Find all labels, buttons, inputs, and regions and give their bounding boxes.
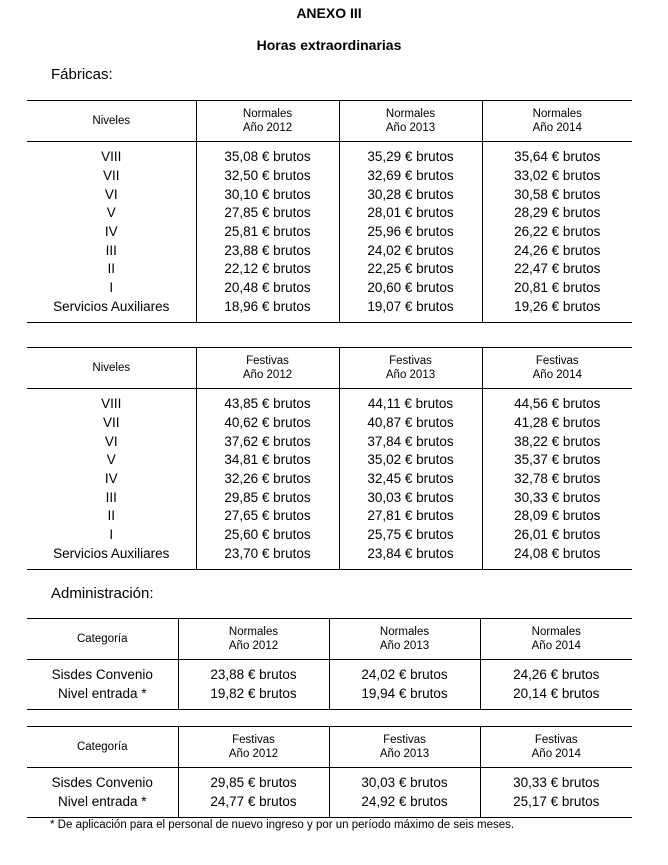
section-heading-administracion: Administración: [51,585,154,602]
table-row [27,241,632,260]
table-row [27,660,632,685]
table-cell: 23,88 € brutos [196,241,339,260]
row-label: III [105,242,117,258]
table-cell: 20,60 € brutos [339,279,482,298]
table-cell: 32,45 € brutos [339,470,482,489]
table-cell: 30,03 € brutos [339,488,482,507]
table-cell: 30,33 € brutos [480,768,632,793]
row-label: Sisdes Convenio [51,667,153,683]
column-header: Categoría [27,727,178,768]
table-cell: 38,22 € brutos [482,432,632,451]
row-label: VII [102,168,120,184]
row-label: II [107,261,115,277]
column-header: Categoría [27,619,178,660]
table-cell: 24,02 € brutos [329,660,480,685]
column-header-line: Año 2012 [228,640,279,652]
table-cell: 27,85 € brutos [196,204,339,223]
table-header-row [27,619,632,660]
table-row [27,526,632,545]
table-header-row [27,727,632,768]
column-header [339,348,482,389]
column-header-line: Normales [379,626,430,638]
row-label: V [106,452,116,468]
column-header [329,727,480,768]
column-header-line: Año 2012 [242,122,293,134]
table-cell: 32,26 € brutos [196,470,339,489]
column-header-line: Festivas [246,355,289,367]
table-row [27,545,632,570]
row-label: IV [104,471,118,487]
column-header-line: Normales [532,108,582,120]
table-cell: 23,84 € brutos [339,545,482,570]
column-header [482,101,632,142]
table-cell: 32,69 € brutos [339,167,482,186]
table-cell: 25,17 € brutos [480,793,632,818]
table-row [27,223,632,242]
table-cell: 24,02 € brutos [339,241,482,260]
row-label: II [107,508,115,524]
table-row [27,414,632,433]
column-header-line: Año 2013 [379,640,430,652]
table-cell: 40,87 € brutos [339,414,482,433]
table-row [27,488,632,507]
table-cell: 33,02 € brutos [482,167,632,186]
row-label: VIII [101,149,122,165]
row-label: III [105,489,117,505]
table-administracion-festivas [27,726,632,818]
table-row [27,185,632,204]
column-header [339,101,482,142]
table-cell: 29,85 € brutos [196,488,339,507]
table-cell: 37,84 € brutos [339,432,482,451]
table-cell: 30,28 € brutos [339,185,482,204]
row-label: Nivel entrada * [57,686,147,702]
table-cell: 30,10 € brutos [196,185,339,204]
column-header-line: Año 2014 [531,748,581,760]
column-header-line: Normales [385,108,436,120]
column-header: Niveles [27,101,196,142]
table-cell: 19,07 € brutos [339,298,482,323]
table-row [27,167,632,186]
column-header-line: Año 2012 [228,748,279,760]
table-cell: 35,08 € brutos [196,142,339,167]
row-label: V [106,205,116,221]
table-row [27,260,632,279]
table-cell: 23,88 € brutos [178,660,329,685]
table-cell: 20,14 € brutos [480,685,632,710]
column-header-line: Festivas [383,734,426,746]
column-header [196,101,339,142]
column-header-line: Normales [242,108,293,120]
column-header [196,348,339,389]
table-cell: 28,09 € brutos [482,507,632,526]
table-cell: 24,08 € brutos [482,545,632,570]
table-cell: 44,11 € brutos [339,389,482,414]
table-cell: 30,03 € brutos [329,768,480,793]
table-cell: 34,81 € brutos [196,451,339,470]
table-row [27,142,632,167]
table-row [27,470,632,489]
column-header-line: Normales [531,626,581,638]
column-header-line: Año 2012 [242,369,293,381]
table-cell: 35,64 € brutos [482,142,632,167]
row-label: VII [102,415,120,431]
table-row [27,793,632,818]
table-row [27,768,632,793]
table-cell: 19,26 € brutos [482,298,632,323]
table-cell: 32,50 € brutos [196,167,339,186]
table-cell: 22,47 € brutos [482,260,632,279]
table-row [27,451,632,470]
table-row [27,685,632,710]
table-cell: 24,92 € brutos [329,793,480,818]
table-cell: 23,70 € brutos [196,545,339,570]
table-cell: 27,81 € brutos [339,507,482,526]
column-header-line: Festivas [232,734,275,746]
table-row [27,298,632,323]
column-header [480,727,632,768]
column-header-line: Festivas [534,734,578,746]
table-cell: 35,02 € brutos [339,451,482,470]
table-cell: 20,48 € brutos [196,279,339,298]
table-cell: 40,62 € brutos [196,414,339,433]
table-cell: 24,26 € brutos [480,660,632,685]
table-cell: 19,94 € brutos [329,685,480,710]
document-subtitle: Horas extraordinarias [256,37,402,53]
table-cell: 25,75 € brutos [339,526,482,545]
row-label: Servicios Auxiliares [53,545,170,561]
table-cell: 20,81 € brutos [482,279,632,298]
table-cell: 26,01 € brutos [482,526,632,545]
row-label: VIII [101,396,122,412]
table-row [27,204,632,223]
column-header [480,619,632,660]
table-cell: 25,60 € brutos [196,526,339,545]
document-title: ANEXO III [296,5,362,21]
table-cell: 19,82 € brutos [178,685,329,710]
table-cell: 24,77 € brutos [178,793,329,818]
section-heading-fabricas: Fábricas: [51,66,113,83]
table-cell: 35,29 € brutos [339,142,482,167]
table-cell: 32,78 € brutos [482,470,632,489]
column-header [178,727,329,768]
table-cell: 37,62 € brutos [196,432,339,451]
table-row [27,507,632,526]
table-cell: 29,85 € brutos [178,768,329,793]
table-row [27,432,632,451]
row-label: I [109,527,114,543]
column-header-line: Año 2013 [385,369,436,381]
footnote: * De aplicación para el personal de nuevo ingreso y por un período máximo de seis meses. [50,819,515,831]
row-label: VI [104,433,118,449]
table-cell: 26,22 € brutos [482,223,632,242]
column-header-line: Año 2014 [532,369,582,381]
table-cell: 25,81 € brutos [196,223,339,242]
table-cell: 24,26 € brutos [482,241,632,260]
column-header: Niveles [27,348,196,389]
row-label: Sisdes Convenio [51,775,153,791]
column-header-line: Año 2013 [385,122,436,134]
table-cell: 25,96 € brutos [339,223,482,242]
row-label: Nivel entrada * [57,794,147,810]
table-cell: 30,58 € brutos [482,185,632,204]
column-header [329,619,480,660]
table-cell: 22,12 € brutos [196,260,339,279]
column-header-line: Año 2014 [532,122,582,134]
table-cell: 43,85 € brutos [196,389,339,414]
row-label: I [109,280,114,296]
column-header-line: Festivas [535,355,579,367]
column-header [482,348,632,389]
column-header-line: Año 2014 [531,640,581,652]
table-cell: 35,37 € brutos [482,451,632,470]
table-header-row [27,348,632,389]
table-cell: 28,01 € brutos [339,204,482,223]
table-fabricas-normales [27,100,632,323]
row-label: IV [104,224,118,240]
column-header-line: Año 2013 [379,748,430,760]
table-fabricas-festivas [27,347,632,570]
table-row [27,389,632,414]
column-header-line: Festivas [389,355,432,367]
column-header-line: Normales [228,626,279,638]
table-row [27,279,632,298]
table-cell: 30,33 € brutos [482,488,632,507]
table-cell: 28,29 € brutos [482,204,632,223]
table-cell: 41,28 € brutos [482,414,632,433]
table-cell: 22,25 € brutos [339,260,482,279]
column-header [178,619,329,660]
table-administracion-normales [27,618,632,710]
table-cell: 18,96 € brutos [196,298,339,323]
table-header-row [27,101,632,142]
table-cell: 27,65 € brutos [196,507,339,526]
table-cell: 44,56 € brutos [482,389,632,414]
row-label: VI [104,186,118,202]
row-label: Servicios Auxiliares [53,298,170,314]
